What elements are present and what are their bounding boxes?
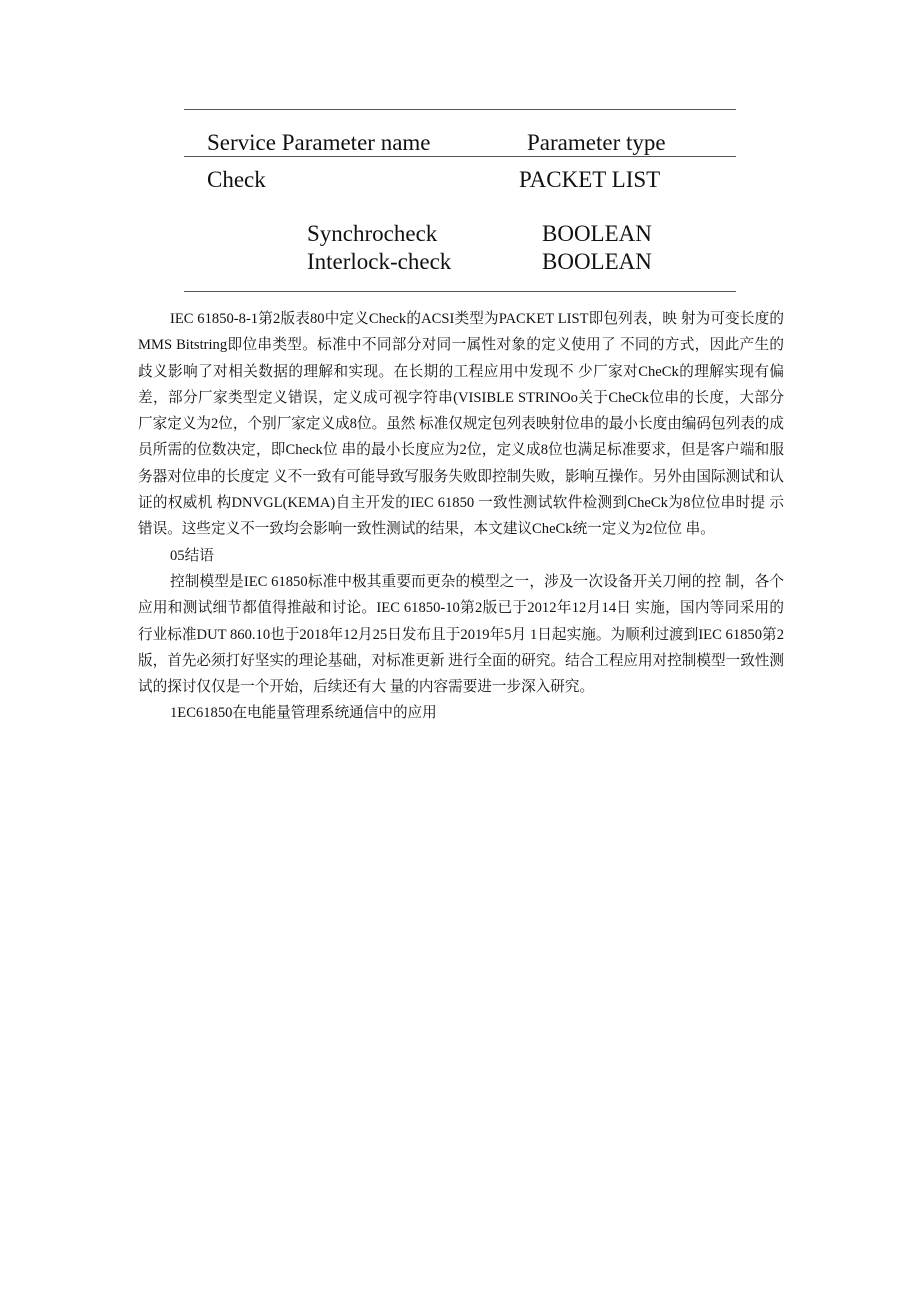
section-heading-conclusion: 05结语: [170, 547, 214, 564]
header-parameter-type: Parameter type: [527, 130, 666, 155]
table-top-rule: [184, 109, 736, 110]
paragraph-check-definition: IEC 61850-8-1第2版表80中定义Check的ACSI类型为PACKET LIST即包列表，映 射为可变长度的MMS Bitstring即位串类型。标准中不同部分对同一属性对象的定义使用了 不同的方式，因此产生的歧义影响了对相关数据的理解和实现。在长期的工程应用中发现不 少厂家对CheCk的理解实现有偏差，部分厂家类型定义错误，定义成可视字符串(VISIBLE STRINOo关于CheCk位串的长度，大部分厂家定义为2位，个别厂家定义成8位。虽然 标准仅规定包列表映射位串的最小长度由编码包列表的成员所需的位数决定，即Check位 串的最小长度应为2位，定义成8位也满足标准要求，但是客户端和服务器对位串的长度定 义不一致有可能导致写服务失败即控制失败，影响互操作。另外由国际测试和认证的权威机 构DNVGL(KEMA)自主开发的IEC 61850 一致性测试软件检测到CheCk为8位位串时提 示错误。这些定义不一致均会影响一致性测试的结果，本文建议CheCk统一定义为2位位 串。: [138, 311, 784, 538]
row-interlock-check-type: BOOLEAN: [542, 249, 652, 274]
row-check-type: PACKET LIST: [519, 167, 661, 192]
row-synchrocheck-type: BOOLEAN: [542, 221, 652, 246]
body-text: [138, 306, 784, 727]
header-parameter-name: Service Parameter name: [207, 130, 431, 155]
next-article-title: 1EC61850在电能量管理系统通信中的应用: [170, 705, 437, 722]
row-check-name: Check: [207, 167, 266, 192]
row-synchrocheck-name: Synchrocheck: [307, 221, 438, 246]
table-bottom-rule: [184, 291, 736, 292]
row-interlock-check-name: Interlock-check: [307, 249, 452, 274]
table-header-rule: [184, 156, 736, 157]
paragraph-conclusion: 控制模型是IEC 61850标准中极其重要而更杂的模型之一，涉及一次设备开关刀闸的控 制，各个应用和测试细节都值得推敲和讨论。IEC 61850-10第2版已于2012年12月14日 实施，国内等同采用的行业标准DUT 860.10也于2018年12月25日发布且于2019年5月 1日起实施。为顺利过渡到IEC 61850第2版，首先必须打好坚实的理论基础，对标准更新 进行全面的研究。结合工程应用对控制模型一致性测试的探讨仅仅是一个开始，后续还有大 量的内容需要进一步深入研究。: [138, 573, 784, 696]
